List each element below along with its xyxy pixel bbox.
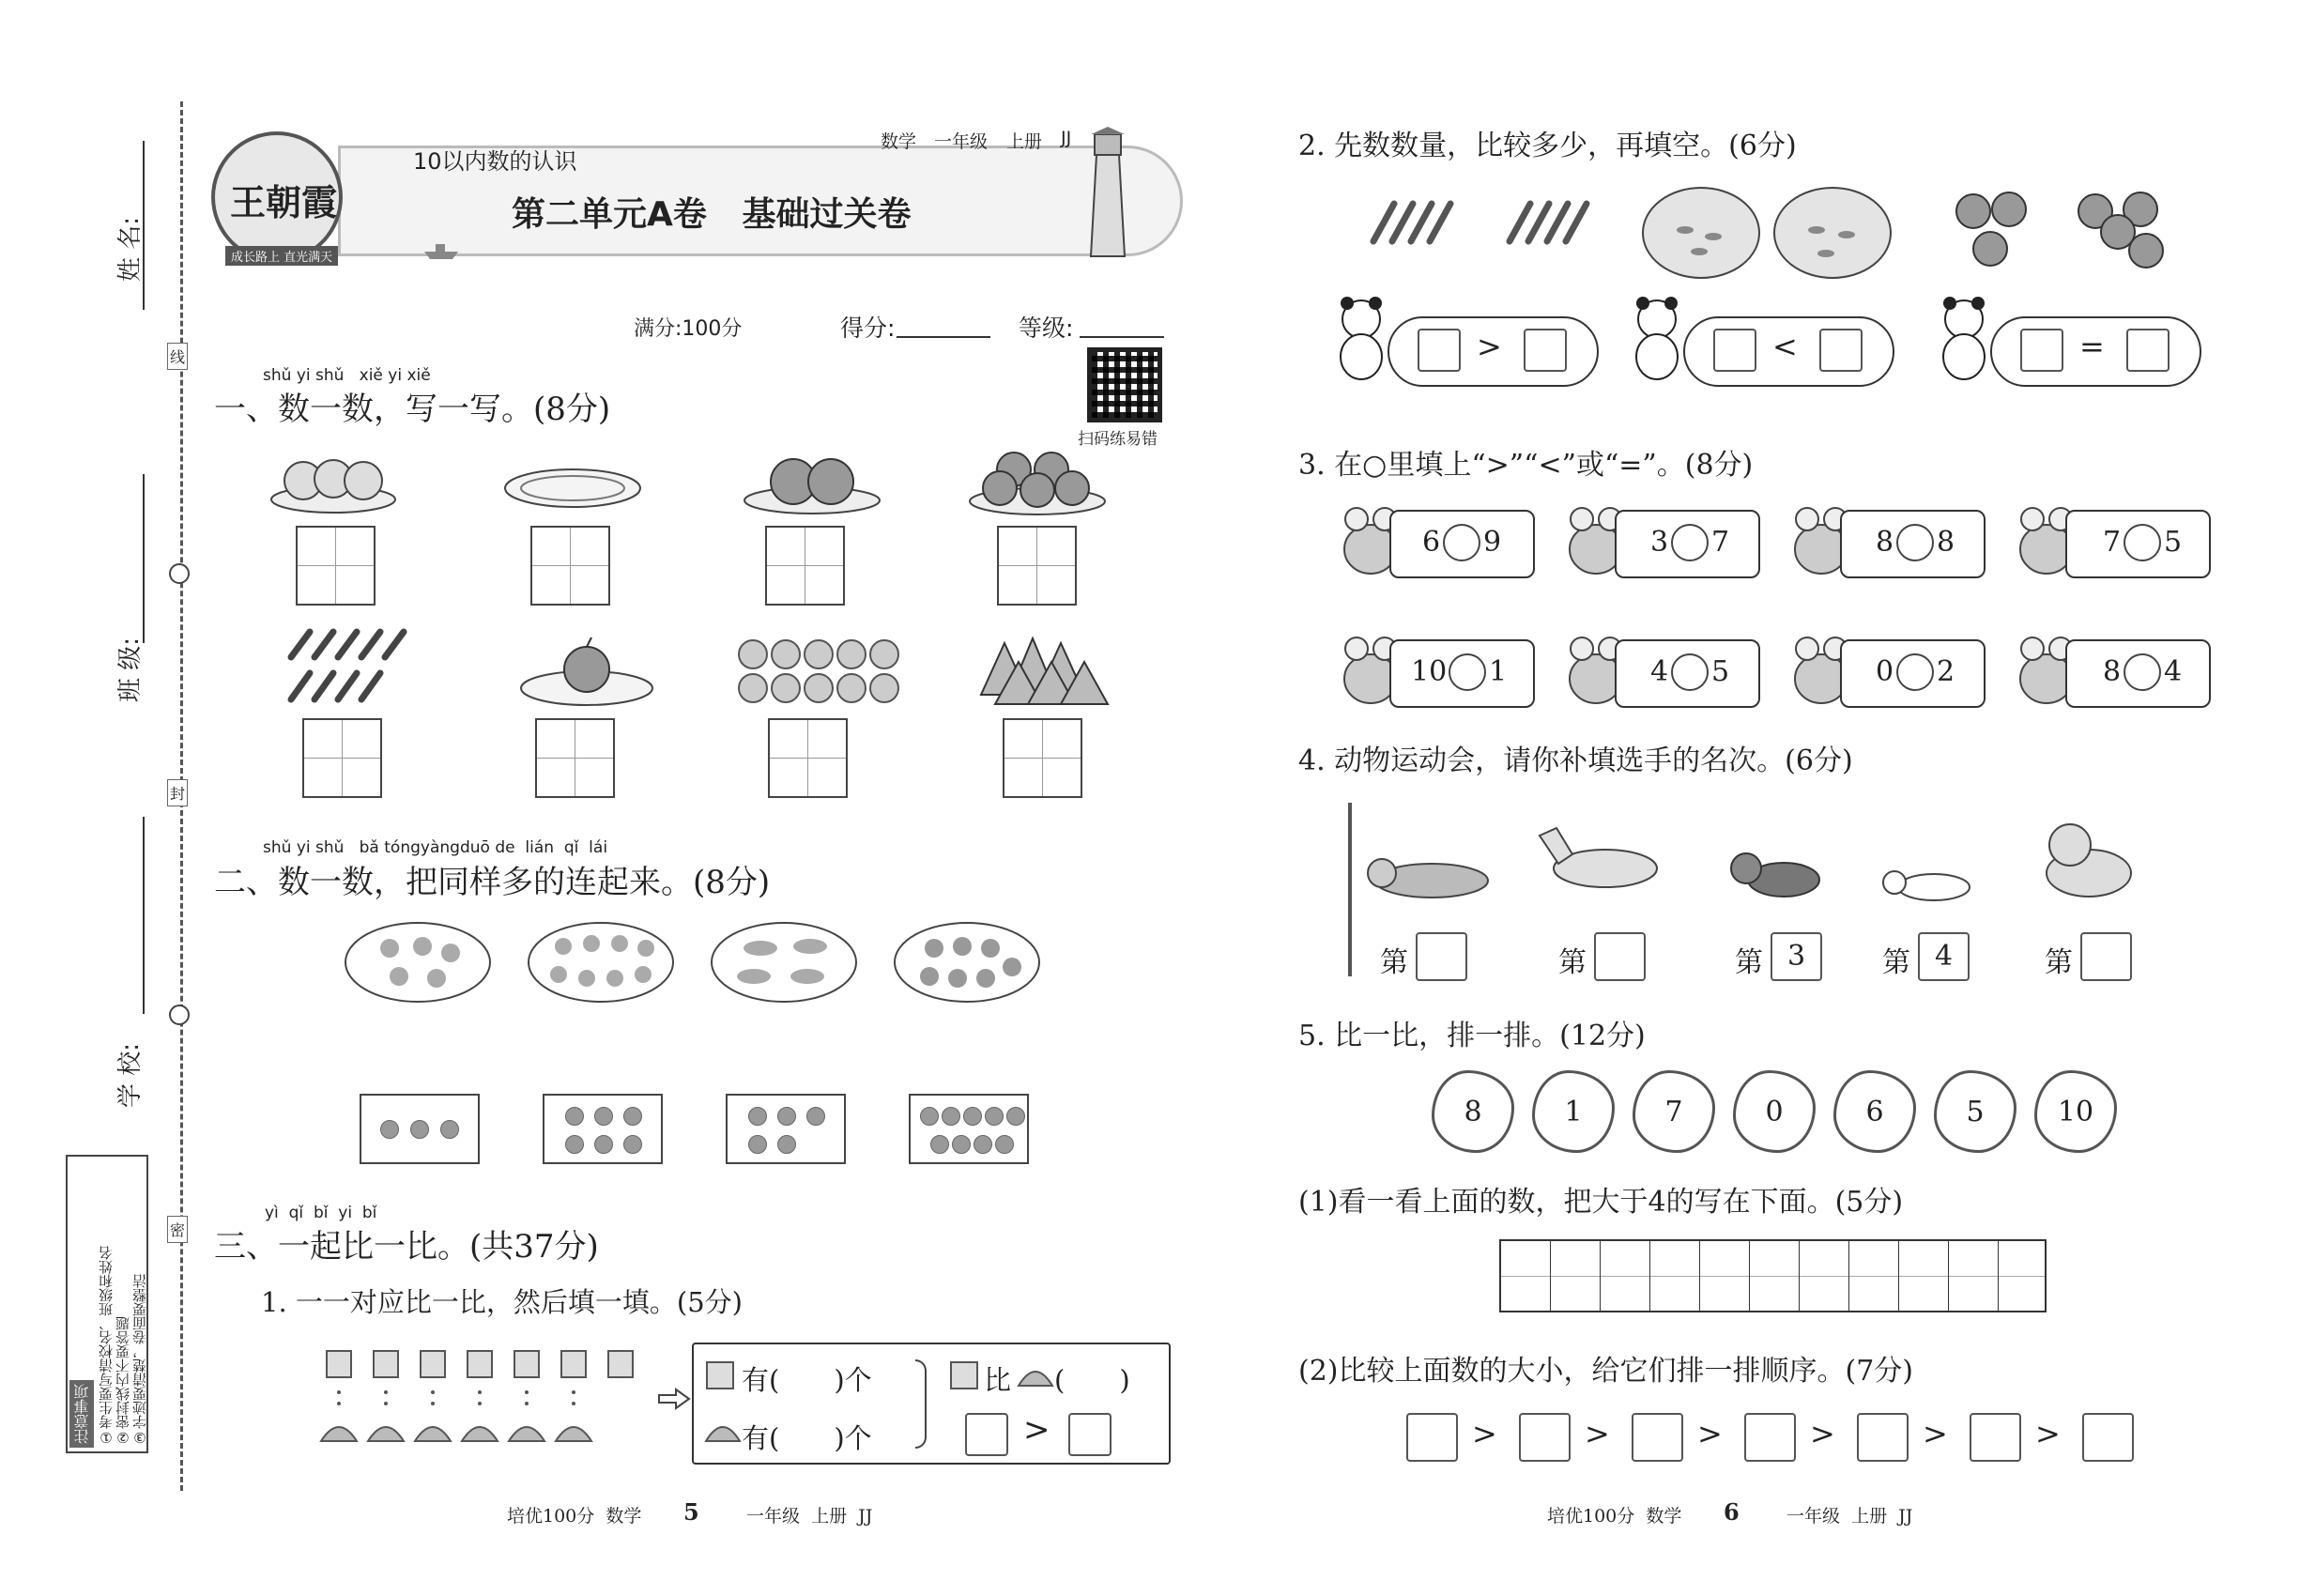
section2-title: 二、数一数，把同样多的连起来。(8分) [214, 864, 771, 901]
dot [942, 1107, 960, 1126]
seal-char-xian: 线 [167, 343, 188, 370]
order-gt-5: > [1923, 1416, 1948, 1451]
dot [440, 1120, 459, 1139]
q3-circle-5[interactable] [1449, 653, 1486, 691]
dot-card-5[interactable] [726, 1094, 846, 1164]
py: yi [338, 1204, 353, 1222]
dot [777, 1135, 796, 1154]
seal-dot-1 [169, 563, 190, 584]
q2-box-lt-left[interactable] [1713, 329, 1756, 372]
number-flower-6: 5 [1934, 1070, 2016, 1153]
writing-grid[interactable] [1499, 1239, 2047, 1312]
py: qǐ [288, 1204, 304, 1222]
dot [565, 1107, 584, 1126]
number-flower-2: 1 [1532, 1070, 1615, 1153]
dot [748, 1107, 767, 1126]
dot [565, 1135, 584, 1154]
dot-card-9[interactable] [909, 1094, 1029, 1164]
footer-left-text1: 培优100分 数学 [507, 1506, 642, 1527]
q2-op-eq: = [2079, 329, 2105, 364]
qr-code[interactable] [1087, 347, 1162, 422]
rank-box-3[interactable]: 3 [1771, 932, 1822, 981]
py: shǔ [315, 366, 345, 385]
py: bǎ [359, 838, 379, 857]
order-box-7[interactable] [2082, 1413, 2134, 1462]
q4-title: 4. 动物运动会，请你补填选手的名次。(6分) [1298, 744, 1853, 777]
q3-right-8: 4 [2164, 655, 2183, 688]
peaches-plate-image [268, 441, 399, 516]
score-field[interactable] [897, 336, 990, 338]
answer-box-apples-2[interactable] [765, 526, 845, 606]
lighthouse-icon [1080, 127, 1136, 258]
rabbit-icon [1868, 850, 1990, 915]
py: yi [296, 366, 311, 385]
pencils-group-2 [1502, 192, 1596, 249]
rank-label-2: 第 [1558, 946, 1587, 979]
page-title: 第二单元A卷 基础过关卷 [512, 195, 912, 234]
tiger-icon [1361, 845, 1502, 911]
dot [748, 1135, 767, 1154]
number-flower-7: 10 [2034, 1070, 2117, 1153]
q1-compare-paren: ( ) [1054, 1364, 1130, 1396]
order-box-3[interactable] [1632, 1413, 1683, 1462]
apples-2-plate-image [742, 446, 882, 516]
fishbowl-1 [1638, 178, 1765, 282]
q3-circle-2[interactable] [1671, 524, 1709, 561]
order-box-4[interactable] [1744, 1413, 1796, 1462]
py: de [495, 838, 515, 857]
qr-caption: 扫码练易错 [1078, 430, 1158, 449]
q3-left-7: 0 [1876, 655, 1894, 688]
q3-right-4: 5 [2164, 526, 2183, 559]
horse-icon [1521, 817, 1680, 911]
py: yi [388, 366, 403, 385]
s3-pinyin [265, 1204, 376, 1222]
brace [915, 1359, 927, 1449]
oval-birds[interactable] [343, 920, 493, 1005]
note-2: ②密封线内不要答题 [115, 1316, 131, 1446]
py: qǐ [563, 838, 579, 857]
q3-right-1: 9 [1483, 526, 1502, 559]
py: lián [525, 838, 555, 857]
q3-circle-7[interactable] [1896, 653, 1934, 691]
py: bǐ [361, 1204, 377, 1222]
py: yi [296, 838, 311, 857]
meta-grade: 一年级 [934, 131, 989, 152]
q5-title: 5. 比一比，排一排。(12分) [1298, 1020, 1646, 1052]
panda-icon-1 [1333, 296, 1389, 380]
score-label: 得分: [840, 315, 896, 342]
py: shǔ [263, 366, 292, 385]
q1-answer-box-right[interactable] [1068, 1413, 1112, 1456]
rank-box-4[interactable]: 4 [1918, 932, 1970, 981]
s3-q1-title: 1. 一一对应比一比，然后填一填。(5分) [261, 1286, 743, 1318]
margin-line-3 [143, 817, 145, 1014]
dot [985, 1107, 1004, 1126]
dot [920, 1107, 939, 1126]
footer-right-text1: 培优100分 数学 [1547, 1506, 1682, 1527]
oval-apples[interactable] [892, 920, 1042, 1005]
q3-left-1: 6 [1422, 526, 1441, 559]
py: xiě [359, 366, 383, 385]
apples-group-2 [2075, 183, 2169, 272]
footer-left-text2: 一年级 上册 JJ [746, 1506, 873, 1527]
q5-sub2: (2)比较上面数的大小，给它们排一排顺序。(7分) [1298, 1355, 1913, 1388]
dot-card-6[interactable] [543, 1094, 663, 1164]
apple-plate-image [516, 634, 657, 709]
q2-box-gt-left[interactable] [1418, 329, 1461, 372]
q1-compare-word: 比 [984, 1364, 1012, 1396]
oranges-image [732, 634, 901, 709]
q3-right-6: 5 [1711, 655, 1730, 688]
q3-title: 3. 在○里填上“>”“<”或“=”。(8分) [1298, 449, 1754, 482]
py: yì [265, 1204, 279, 1222]
dot [930, 1135, 949, 1154]
dot [995, 1135, 1014, 1154]
q1-row1-text: 有( )个 [742, 1364, 872, 1396]
seal-char-mi: 密 [167, 1216, 188, 1243]
school-label: 学 校: [116, 1042, 145, 1108]
rank-box-1[interactable] [1416, 932, 1467, 981]
q3-circle-1[interactable] [1443, 524, 1480, 561]
dot [963, 1107, 982, 1126]
rank-label-4: 第 [1882, 946, 1910, 979]
order-gt-1: > [1472, 1416, 1497, 1451]
footer-right-text2: 一年级 上册 JJ [1786, 1506, 1913, 1527]
book-icon [704, 1359, 736, 1391]
ship-icon [422, 242, 460, 261]
oval-fish[interactable] [709, 920, 859, 1005]
py: bǐ [313, 1204, 329, 1222]
order-box-5[interactable] [1857, 1413, 1909, 1462]
q3-right-7: 2 [1937, 655, 1955, 688]
q2-title: 2. 先数数量，比较多少，再填空。(6分) [1298, 130, 1797, 162]
q3-right-3: 8 [1937, 526, 1955, 559]
q3-left-3: 8 [1876, 526, 1894, 559]
q3-left-2: 3 [1650, 526, 1669, 559]
q2-box-eq-right[interactable] [2126, 329, 2170, 372]
order-box-2[interactable] [1519, 1413, 1571, 1462]
rank-label-5: 第 [2045, 946, 2073, 979]
q3-circle-6[interactable] [1671, 653, 1709, 691]
pencils-group-1 [1366, 192, 1460, 249]
dot [594, 1107, 613, 1126]
q1-answer-box-left[interactable] [965, 1413, 1008, 1456]
order-gt-6: > [2035, 1416, 2061, 1451]
meta-subject: 数学 [881, 131, 917, 152]
seal-dot-2 [169, 1005, 190, 1025]
fishbowl-2 [1770, 178, 1896, 282]
oval-ducks[interactable] [526, 920, 676, 1005]
dot [974, 1135, 992, 1154]
q3-circle-8[interactable] [2124, 653, 2161, 691]
mushroom-icon-2 [1017, 1358, 1054, 1389]
q3-right-5: 1 [1489, 655, 1508, 688]
order-gt-4: > [1810, 1416, 1835, 1451]
dog-icon [1723, 840, 1835, 915]
answer-box-pencils[interactable] [302, 718, 382, 798]
mushroom-icon [704, 1413, 742, 1445]
meta-volume: 上册 [1006, 131, 1043, 152]
order-gt-3: > [1697, 1416, 1723, 1451]
notes-title: 注意事项 [69, 1380, 94, 1448]
py: shǔ [263, 838, 292, 857]
note-3: ③字迹要清楚，卷面要整洁 [131, 1274, 148, 1446]
logo-text: 王朝霞 [230, 181, 338, 223]
apples-5-plate-image [967, 441, 1108, 516]
q5-sub1: (1)看一看上面的数，把大于4的写在下面。(5分) [1298, 1186, 1904, 1219]
answer-box-watermelon[interactable] [1003, 718, 1082, 798]
grade-field[interactable] [1080, 336, 1164, 338]
number-flower-1: 8 [1432, 1070, 1514, 1153]
rank-box-5[interactable] [2080, 932, 2132, 981]
dot [623, 1135, 642, 1154]
q3-right-2: 7 [1711, 526, 1730, 559]
arrow-icon [657, 1388, 691, 1410]
q2-box-eq-left[interactable] [2020, 329, 2063, 372]
order-box-6[interactable] [1970, 1413, 2021, 1462]
dot [1006, 1107, 1025, 1126]
answer-box-oranges[interactable] [768, 718, 848, 798]
panda-icon-2 [1629, 296, 1685, 380]
note-1: ①考生要写清校名、班级和姓名 [98, 1246, 115, 1446]
panda-icon-3 [1936, 296, 1992, 380]
number-flower-5: 6 [1833, 1070, 1916, 1153]
q2-op-gt: > [1477, 329, 1502, 364]
books-vs-mushrooms-image [319, 1347, 657, 1460]
dot [380, 1120, 399, 1139]
cat-icon [2032, 807, 2145, 911]
footer-left-page: 5 [683, 1498, 699, 1526]
topic-label: 10以内数的认识 [413, 148, 577, 175]
footer-right-page: 6 [1724, 1498, 1740, 1526]
dot [594, 1135, 613, 1154]
answer-box-apples-5[interactable] [997, 526, 1077, 606]
dot-card-3[interactable] [360, 1094, 480, 1164]
py: lái [589, 838, 608, 857]
rank-box-2[interactable] [1594, 932, 1646, 981]
py: yàng [420, 838, 460, 857]
q3-left-4: 7 [2103, 526, 2122, 559]
name-label: 姓 名: [116, 216, 145, 282]
q2-op-lt: < [1772, 329, 1798, 364]
q3-circle-4[interactable] [2124, 524, 2161, 561]
apples-group-1 [1953, 183, 2037, 272]
py: tóng [384, 838, 421, 857]
q1-gt-sign: > [1023, 1411, 1050, 1449]
py: shǔ [315, 838, 345, 857]
answer-box-apple[interactable] [535, 718, 615, 798]
full-score: 满分:100分 [634, 317, 743, 341]
q2-box-lt-right[interactable] [1819, 329, 1863, 372]
q3-circle-3[interactable] [1896, 524, 1934, 561]
book-icon-2 [948, 1359, 980, 1391]
section3-title: 三、一起比一比。(共37分) [214, 1228, 599, 1266]
answer-box-peaches[interactable] [296, 526, 376, 606]
q3-left-8: 8 [2103, 655, 2122, 688]
notes-box [66, 1155, 148, 1453]
seal-char-feng: 封 [167, 779, 188, 806]
dot [410, 1120, 429, 1139]
dot [952, 1135, 971, 1154]
order-gt-2: > [1585, 1416, 1610, 1451]
py: xiě [406, 366, 431, 385]
s1-pinyin [263, 366, 431, 385]
dot [777, 1107, 796, 1126]
logo-tag: 成长路上 直光满天 [225, 246, 338, 266]
dot [806, 1107, 825, 1126]
number-flower-4: 0 [1733, 1070, 1816, 1153]
rank-label-3: 第 [1735, 946, 1763, 979]
pencils-image [272, 624, 413, 709]
q1-row2-text: 有( )个 [742, 1422, 872, 1454]
section1-title: 一、数一数，写一写。(8分) [214, 391, 611, 428]
s2-pinyin [263, 838, 607, 857]
meta-edition: JJ [1061, 128, 1072, 148]
number-flower-3: 7 [1633, 1070, 1715, 1153]
q3-left-5: 10 [1411, 655, 1448, 688]
py: duō [459, 838, 490, 857]
watermelon-image [972, 624, 1112, 709]
answer-box-empty-plate[interactable] [530, 526, 610, 606]
q3-left-6: 4 [1650, 655, 1669, 688]
margin-line-2 [143, 474, 145, 643]
order-box-1[interactable] [1406, 1413, 1458, 1462]
grade-label: 等级: [1019, 315, 1074, 342]
rank-label-1: 第 [1380, 946, 1408, 979]
class-label: 班 级: [116, 637, 145, 702]
q2-box-gt-right[interactable] [1524, 329, 1567, 372]
empty-plate-image [502, 465, 643, 512]
dot [623, 1107, 642, 1126]
